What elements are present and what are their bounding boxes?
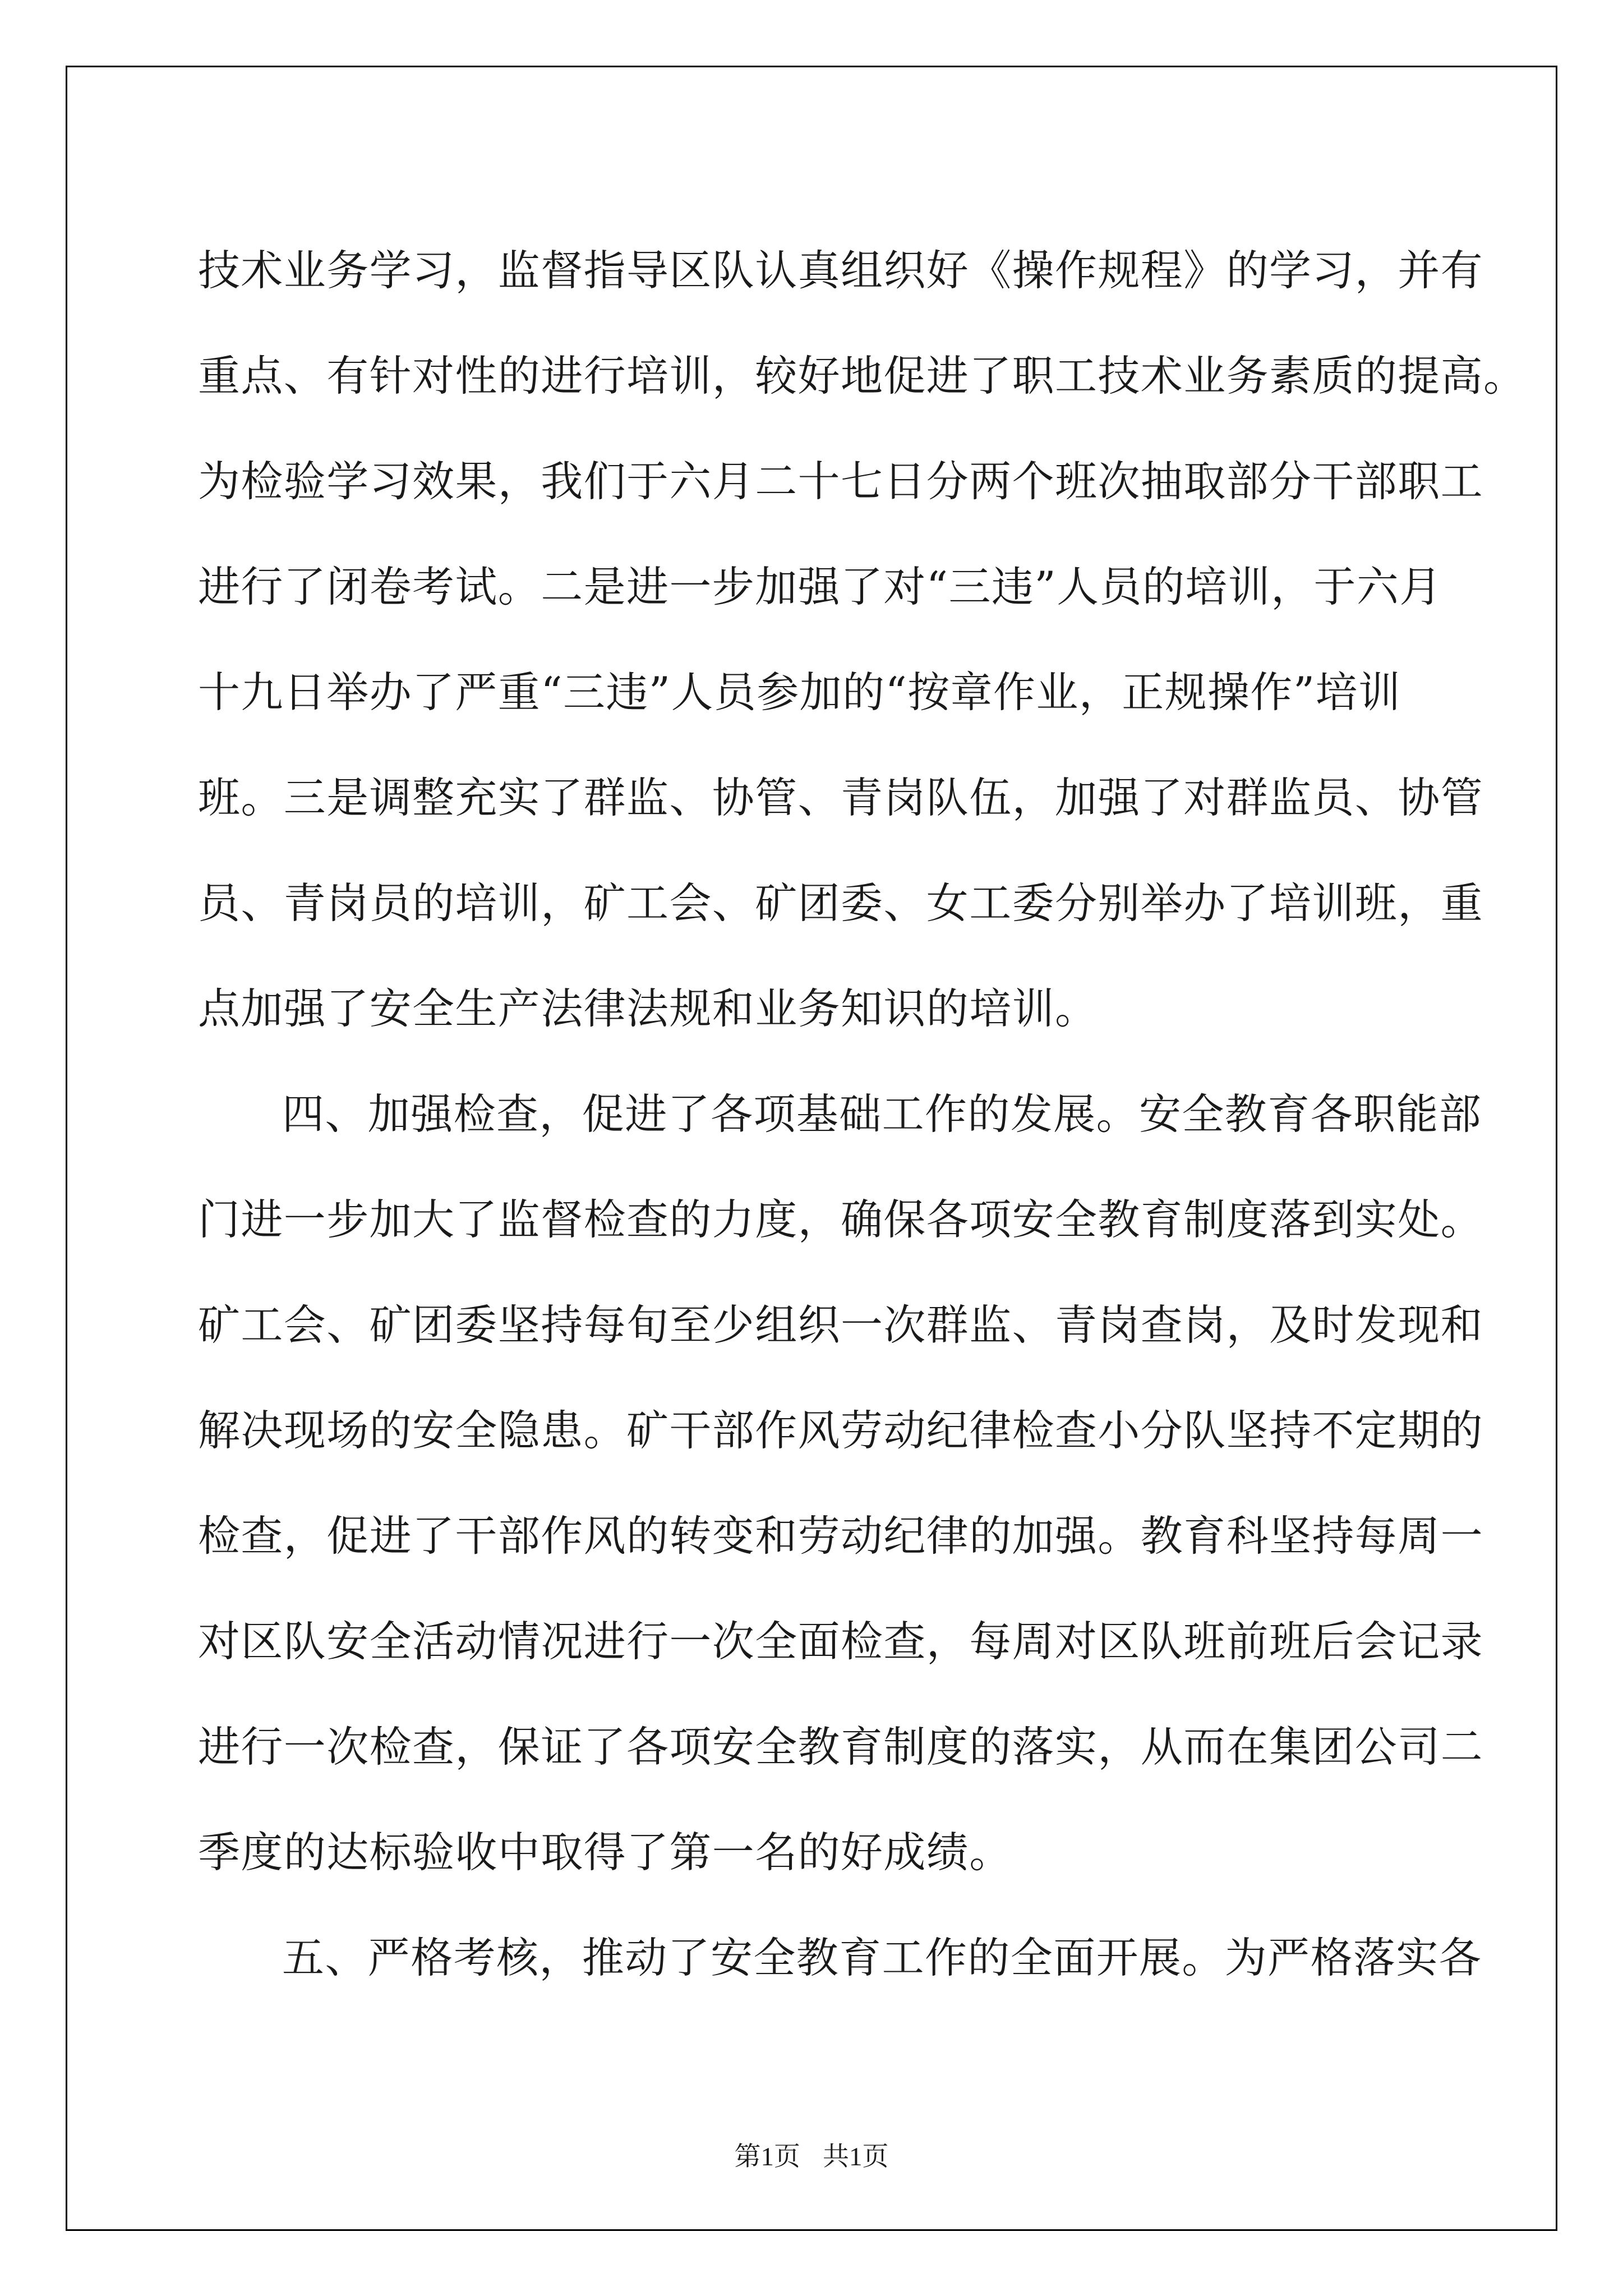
text-line: 班。三是调整充实了群监、协管、青岗队伍，加强了对群监员、协管 xyxy=(198,773,1484,822)
page-total: 共1页 xyxy=(823,2142,889,2171)
text-line: 进行了闭卷考试。二是进一步加强了对“三违”人员的培训，于六月 xyxy=(198,562,1442,611)
paragraph-first-line: 五、严格考核，推动了安全教育工作的全面开展。为严格落实各 xyxy=(282,1933,1482,1982)
page-footer xyxy=(0,2140,1623,2174)
text-line: 为检验学习效果，我们于六月二十七日分两个班次抽取部分干部职工 xyxy=(198,457,1484,506)
text-line: 重点、有针对性的进行培训，较好地促进了职工技术业务素质的提高。 xyxy=(198,351,1527,401)
text-line: 检查，促进了干部作风的转变和劳动纪律的加强。教育科坚持每周一 xyxy=(198,1511,1484,1561)
text-line: 进行一次检查，保证了各项安全教育制度的落实，从而在集团公司二 xyxy=(198,1722,1484,1772)
paragraph-first-line: 四、加强检查，促进了各项基础工作的发展。安全教育各职能部 xyxy=(282,1089,1482,1139)
text-line: 点加强了安全生产法律法规和业务知识的培训。 xyxy=(198,984,1098,1033)
text-line: 十九日举办了严重“三违”人员参加的“按章作业，正规操作”培训 xyxy=(198,668,1401,717)
text-line: 季度的达标验收中取得了第一名的好成绩。 xyxy=(198,1828,1012,1877)
document-body xyxy=(198,218,1527,2010)
page-number: 第1页 xyxy=(734,2142,800,2171)
text-line: 技术业务学习，监督指导区队认真组织好《操作规程》的学习，并有 xyxy=(198,246,1484,295)
text-line: 解决现场的安全隐患。矿干部作风劳动纪律检查小分队坚持不定期的 xyxy=(198,1406,1484,1455)
text-line: 员、青岗员的培训，矿工会、矿团委、女工委分别举办了培训班，重 xyxy=(198,878,1484,928)
text-line: 矿工会、矿团委坚持每旬至少组织一次群监、青岗查岗，及时发现和 xyxy=(198,1300,1484,1350)
text-line: 对区队安全活动情况进行一次全面检查，每周对区队班前班后会记录 xyxy=(198,1617,1484,1666)
text-line: 门进一步加大了监督检查的力度，确保各项安全教育制度落到实处。 xyxy=(198,1195,1484,1244)
